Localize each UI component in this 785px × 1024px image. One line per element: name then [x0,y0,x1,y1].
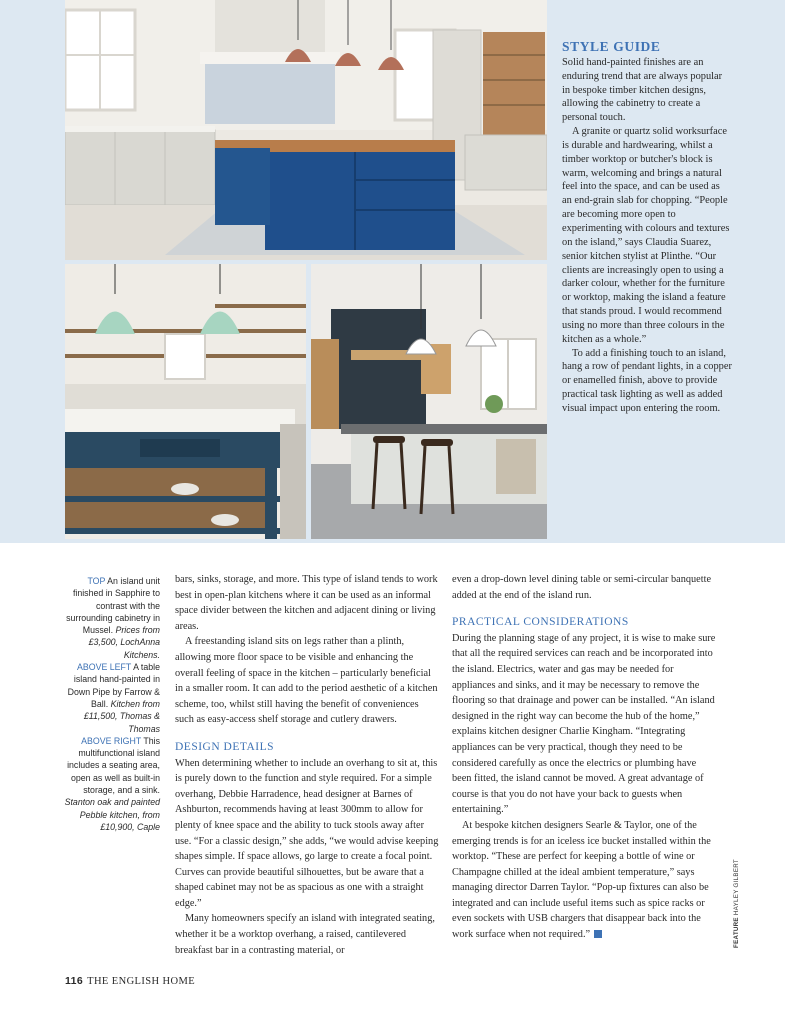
body-column-1 [175,572,439,958]
body-paragraph: Many homeowners specify an island with integrated seating, whether it be a worktop overhang, a raised, cantilevered breakfast bar in a contrasting material, or [175,913,435,956]
caption-above-left [60,661,160,735]
photo-table-island-down-pipe [65,264,306,539]
page-number: 116 [65,975,84,987]
body-paragraph: A freestanding island sits on legs rather than a plinth, allowing more floor space to be visible and enhancing the overall feeling of space in the kitchen – particularly beneficial in a smaller room. It can add to the period aesthetic of a kitchen scheme, too, whilst still having the benefit of conveniences such as easy-access shelf storage and cutlery drawers. [175,636,438,726]
caption-text: An island unit finished in Sapphire to contrast with the surrounding cabinetry in Mussel. [66,576,160,636]
body-paragraph: When determining whether to include an overhang to sit at, this is purely down to the function and style required. For a simple overhang, Debbie Harradence, head designer at Barnes of Ashburton, recommends having at least 300mm to allow for plenty of knee space and the ability to tuck stools away after use. “For a classic design,” she adds, “we would advise keeping shapes simple. If space allows, go large to create a focal point. Curves can provide beautiful silhouettes, but be aware that a shaped cabinet may not be as spacious as one with a straight edge.” [175,757,439,909]
section-heading-practical-considerations: PRACTICAL CONSIDERATIONS [452,616,629,629]
caption-above-right [60,735,160,833]
feature-author: HAYLEY GILBERT [733,858,740,918]
photo-captions [60,575,160,833]
caption-credit: Stanton oak and painted Pebble kitchen, from £10,900, Caple [64,797,160,832]
feature-credit [733,859,740,948]
body-paragraph-final [452,818,716,943]
caption-label: ABOVE LEFT [77,662,132,673]
body-paragraph-text: At bespoke kitchen designers Searle & Taylor, one of the emerging trends is for an iceless ice bucket installed within the worktop. “These are perfect for keeping a bottle of wine or Champagne chilled at the ideal ambient temperature,” says managing director Darren Taylor. “Pop-up fixtures can also be integrated and can include useful items such as spice racks or even sockets with USB chargers that disappear back into the work surface when not required.” [452,819,711,941]
body-paragraph: bars, sinks, storage, and more. This type of island tends to work best in open-plan kitchens where it can be used as an informal space divider between the kitchen and adjacent dining or living areas. [175,574,438,632]
end-mark-icon [594,930,602,938]
style-guide-box [562,40,732,416]
page-folio [65,975,195,987]
caption-text: This multifunctional island includes a seating area, open as well as built-in storage, and a sink. [67,735,160,796]
section-heading-design-details: DESIGN DETAILS [175,740,275,753]
style-guide-paragraph: To add a finishing touch to an island, hang a row of pendant lights, in a copper or enamelled finish, above to provide practical task lighting as well as added visual impact upon entering the room. [562,347,732,414]
magazine-name: THE ENGLISH HOME [87,976,196,987]
caption-credit: Prices from £3,500, LochAnna Kitchens. [88,625,160,660]
caption-top [60,575,160,661]
style-guide-paragraph: A granite or quartz solid worksurface is durable and hardwearing, whilst a timber worktop or butcher's block is warm, welcoming and brings a natural feel into the space, and can be used as an end-grain slab for chopping. “People are becoming more open to experimenting with colours and textures on the island,” says Claudia Suarez, senior kitchen stylist at Plinthe. “Our clients are increasingly open to using a darker colour, whether for the furniture or worktop, making the island a feature that stands proud. I would recommend using no more than three colours in the kitchen as a whole.” [562,126,730,345]
style-guide-title: STYLE GUIDE [562,39,661,54]
photo-blue-island-kitchen [65,0,547,260]
body-paragraph: During the planning stage of any project, it is wise to make sure that all the required services can reach and be incorporated into the island. Electrics, water and gas may be needed for appliances and sinks, and it may be necessary to remove the flooring so that drainage and power can be installed. “An island designed in the right way can become the hub of the home,” explains kitchen designer Charlie Kingham. “Integrating appliances can be very practical, though they need to be considered carefully as once the electrics or plumbing have been fitted, the island cannot be moved. A great advantage of course is that you do not have your back to guests when entertaining.” [452,632,716,816]
feature-label: FEATURE [733,917,740,948]
caption-label: ABOVE RIGHT [81,735,142,746]
style-guide-paragraph: Solid hand-painted finishes are an enduring trend that are always popular in bespoke timber kitchen designs, allowing the cabinetry to create a personal touch. [562,56,723,124]
caption-label: TOP [87,576,106,586]
body-paragraph: even a drop-down level dining table or semi-circular banquette added at the end of the island run. [452,574,712,601]
photo-stanton-oak-kitchen [311,264,547,539]
body-column-2 [452,572,716,943]
caption-credit: Kitchen from £11,500, Thomas & Thomas [83,698,160,734]
caption-text: A table island hand-painted in Down Pipe by Farrow & Ball. [67,662,160,709]
